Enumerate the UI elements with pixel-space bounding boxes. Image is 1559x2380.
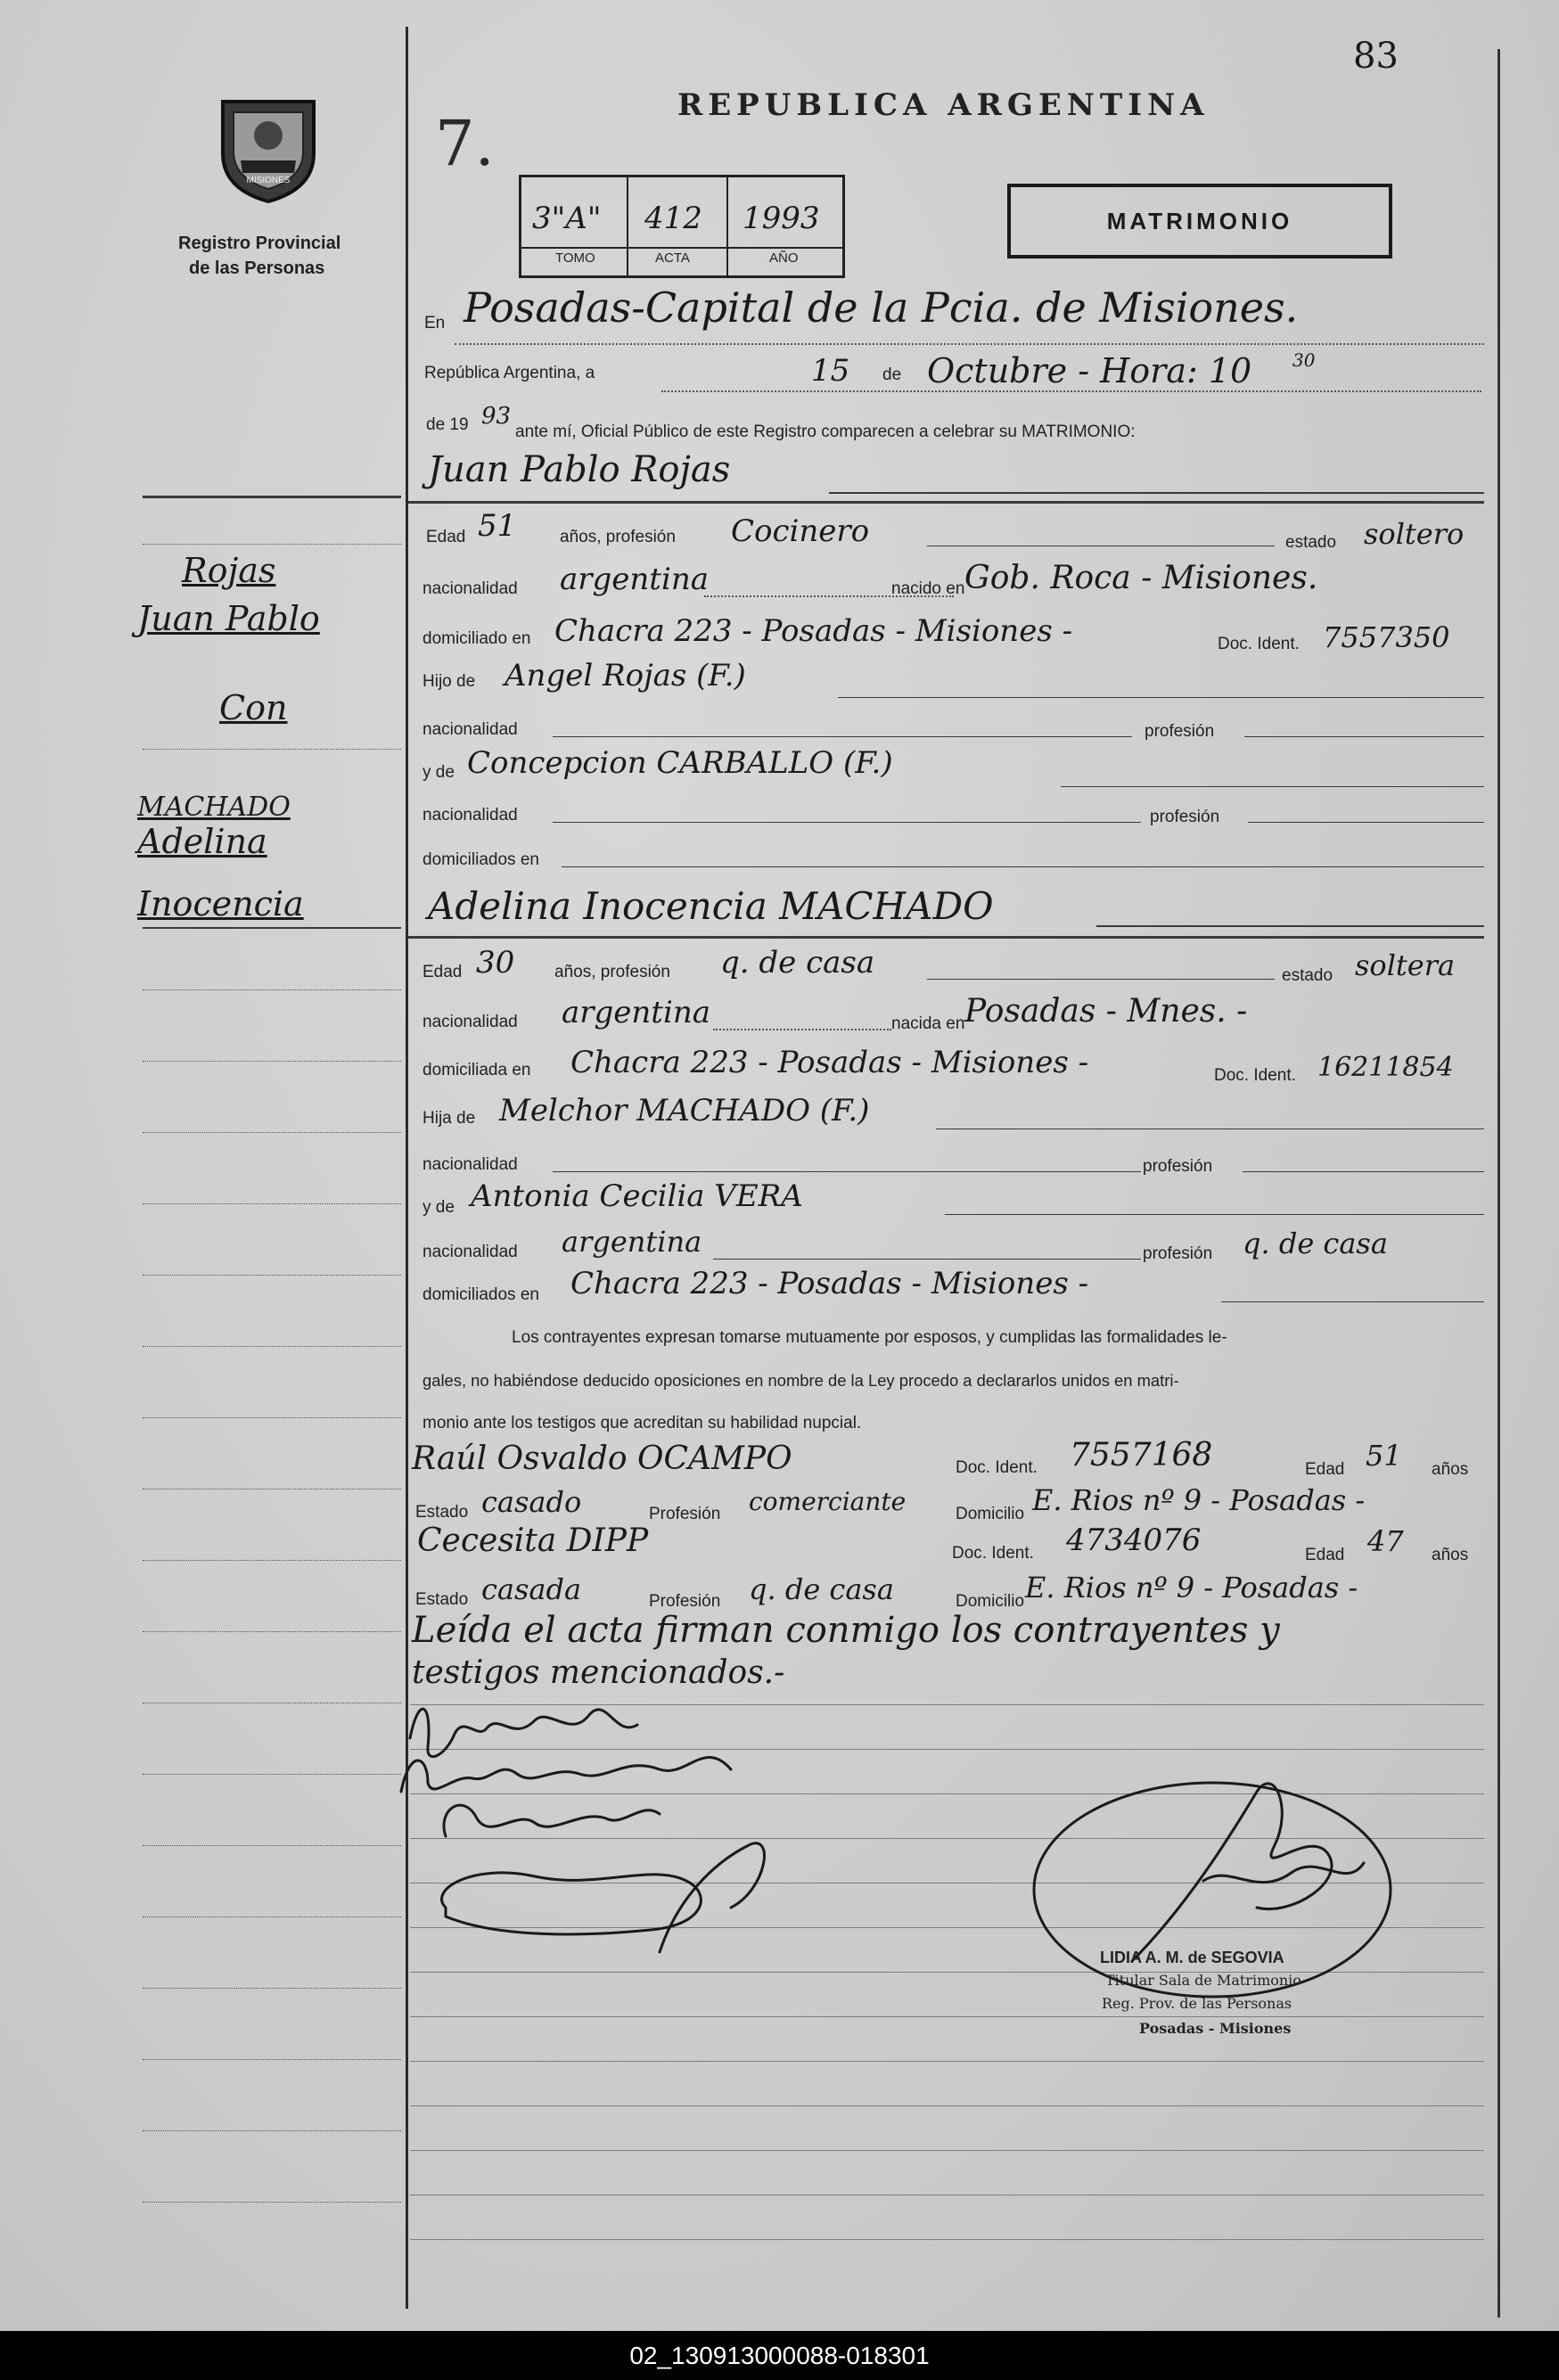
official-stamp-registry: Reg. Prov. de las Personas — [1102, 1995, 1292, 2012]
witness1-age: 51 — [1366, 1439, 1402, 1473]
bride-mother-nat-label: nacionalidad — [423, 1243, 518, 1261]
bride-age: 30 — [476, 945, 515, 981]
groom-father-nat-label: nacionalidad — [423, 720, 518, 739]
groom-father: Angel Rojas (F.) — [505, 658, 746, 693]
marriage-time-minutes: 30 — [1292, 349, 1316, 371]
country-heading: REPUBLICA ARGENTINA — [677, 87, 1210, 123]
closing-line2: testigos mencionados.- — [412, 1654, 785, 1691]
groom-birthplace: Gob. Roca - Misiones. — [964, 560, 1318, 596]
acta-value: 412 — [644, 201, 702, 236]
declaration-line1: Los contrayentes expresan tomarse mutuamente por esposos, y cumplidas las formalidades le- — [512, 1328, 1227, 1347]
witness2-estado-label: Estado — [415, 1590, 469, 1609]
groom-estado: soltero — [1364, 517, 1465, 551]
groom-y-de-label: y de — [423, 763, 455, 782]
groom-profession: Cocinero — [731, 513, 870, 549]
margin-note-4: MACHADO — [137, 792, 291, 823]
year-prefix: de 19 — [426, 415, 469, 434]
page-number: 83 — [1353, 36, 1399, 77]
anio-label: AÑO — [769, 250, 799, 266]
groom-mother-nat-label: nacionalidad — [423, 806, 518, 825]
witness2-address: E. Rios nº 9 - Posadas - — [1025, 1571, 1358, 1604]
witness1-anos-label: años — [1432, 1460, 1469, 1479]
groom-age: 51 — [478, 508, 517, 544]
marriage-place: Posadas-Capital de la Pcia. de Misiones. — [464, 283, 1299, 332]
witness1-name: Raúl Osvaldo OCAMPO — [412, 1440, 792, 1477]
de-label: de — [882, 365, 902, 384]
bride-nacionalidad-label: nacionalidad — [423, 1013, 518, 1031]
margin-note-2: Juan Pablo — [137, 599, 320, 638]
svg-text:MISIONES: MISIONES — [246, 176, 291, 185]
groom-mother: Concepcion CARBALLO (F.) — [467, 745, 893, 781]
bride-name: Adelina Inocencia MACHADO — [428, 884, 994, 928]
witness1-doc: 7557168 — [1070, 1437, 1213, 1473]
bride-mother-profession: q. de casa — [1243, 1227, 1388, 1260]
record-box — [519, 175, 845, 278]
registry-seal-logo — [214, 91, 323, 205]
witness2-doc: 4734076 — [1066, 1522, 1202, 1558]
groom-mother-prof-label: profesión — [1150, 808, 1220, 826]
registry-line1: Registro Provincial — [178, 234, 341, 253]
groom-hijo-label: Hijo de — [423, 672, 476, 691]
witness2-edad-label: Edad — [1305, 1546, 1345, 1564]
witness1-estado-label: Estado — [415, 1503, 469, 1522]
bride-profesion-label: años, profesión — [554, 963, 670, 981]
marriage-month-time: Octubre - Hora: 10 — [927, 351, 1252, 390]
witness1-doc-label: Doc. Ident. — [956, 1458, 1038, 1477]
bride-birthplace: Posadas - Mnes. - — [964, 993, 1248, 1030]
bride-address: Chacra 223 - Posadas - Misiones - — [570, 1045, 1089, 1080]
bride-doc-label: Doc. Ident. — [1214, 1066, 1296, 1085]
margin-note-3: Con — [219, 688, 288, 727]
bride-father-nat-label: nacionalidad — [423, 1155, 518, 1174]
bride-y-de-label: y de — [423, 1198, 455, 1217]
bride-mother: Antonia Cecilia VERA — [471, 1178, 803, 1214]
groom-profesion-label: años, profesión — [560, 528, 676, 546]
official-stamp-title: Titular Sala de Matrimonio — [1105, 1972, 1301, 1989]
page-right-border — [1497, 49, 1500, 2318]
groom-address: Chacra 223 - Posadas - Misiones - — [554, 613, 1073, 649]
signatures-graphic — [392, 1685, 963, 1979]
bride-domicilio-label: domiciliada en — [423, 1061, 531, 1079]
tomo-value: 3"A" — [532, 201, 602, 236]
bride-parents-address: Chacra 223 - Posadas - Misiones - — [570, 1266, 1089, 1301]
witness1-edad-label: Edad — [1305, 1460, 1345, 1479]
intro-statement: ante mí, Oficial Público de este Registro comparecen a celebrar su MATRIMONIO: — [515, 423, 1136, 441]
witness2-anos-label: años — [1432, 1546, 1469, 1564]
year-suffix: 93 — [481, 403, 512, 430]
witness2-profesion-label: Profesión — [649, 1592, 721, 1611]
bride-edad-label: Edad — [423, 963, 463, 981]
document-type: MATRIMONIO — [1106, 208, 1293, 234]
groom-nationality: argentina — [560, 562, 710, 597]
acta-label: ACTA — [655, 250, 690, 266]
closing-line1: Leída el acta firman conmigo los contrayentes y — [412, 1610, 1280, 1651]
witness2-age: 47 — [1367, 1524, 1404, 1558]
bride-estado-label: estado — [1282, 966, 1333, 985]
witness2-estado: casada — [481, 1572, 582, 1606]
groom-edad-label: Edad — [426, 528, 466, 546]
groom-nacionalidad-label: nacionalidad — [423, 579, 518, 598]
scan-footer: 02_130913000088-018301 — [0, 2331, 1559, 2380]
document-type-box — [1007, 184, 1392, 259]
bride-mother-nationality: argentina — [562, 1225, 702, 1259]
bride-profession: q. de casa — [720, 945, 875, 981]
groom-doc: 7557350 — [1323, 620, 1450, 654]
witness1-profesion-label: Profesión — [649, 1505, 721, 1523]
anio-value: 1993 — [743, 201, 820, 236]
margin-note-6: Inocencia — [137, 884, 304, 923]
witness1-address: E. Rios nº 9 - Posadas - — [1032, 1483, 1366, 1517]
witness2-domicilio-label: Domicilio — [956, 1592, 1025, 1611]
bride-domiciliados-label: domiciliados en — [423, 1285, 539, 1304]
en-label: En — [424, 314, 446, 332]
bride-doc: 16211854 — [1317, 1052, 1454, 1083]
bride-hija-label: Hija de — [423, 1109, 476, 1128]
witness1-profession: comerciante — [749, 1487, 907, 1516]
margin-note-1: Rojas — [182, 551, 276, 590]
witness1-estado: casado — [481, 1485, 582, 1519]
bride-nacida-label: nacida en — [891, 1014, 965, 1033]
groom-father-prof-label: profesión — [1145, 722, 1215, 741]
groom-name: Juan Pablo Rojas — [428, 449, 731, 490]
groom-doc-label: Doc. Ident. — [1218, 635, 1300, 653]
groom-domicilio-label: domiciliado en — [423, 629, 531, 648]
witness1-domicilio-label: Domicilio — [956, 1505, 1025, 1523]
republic-label: República Argentina, a — [424, 364, 595, 382]
groom-estado-label: estado — [1285, 533, 1337, 552]
official-stamp-name: LIDIA A. M. de SEGOVIA — [1100, 1949, 1284, 1966]
witness2-doc-label: Doc. Ident. — [952, 1544, 1034, 1563]
tomo-label: TOMO — [555, 250, 595, 266]
registry-line2: de las Personas — [189, 259, 325, 278]
margin-note-5: Adelina — [137, 822, 267, 861]
bride-mother-prof-label: profesión — [1143, 1244, 1213, 1263]
marriage-day: 15 — [811, 353, 850, 389]
declaration-line3: monio ante los testigos que acreditan su habilidad nupcial. — [423, 1414, 862, 1432]
groom-nacido-label: nacido en — [891, 579, 965, 598]
bride-estado: soltera — [1355, 948, 1456, 982]
groom-domiciliados-label: domiciliados en — [423, 850, 539, 869]
declaration-line2: gales, no habiéndose deducido oposiciones en nombre de la Ley procedo a declararlos unidos en matri- — [423, 1371, 1179, 1390]
bride-father-prof-label: profesión — [1143, 1157, 1213, 1176]
corner-mark: 7. — [435, 107, 495, 180]
witness2-name: Cecesita DIPP — [417, 1522, 649, 1559]
official-stamp-location: Posadas - Misiones — [1139, 2020, 1292, 2037]
bride-father: Melchor MACHADO (F.) — [499, 1093, 870, 1128]
witness2-profession: q. de casa — [749, 1572, 894, 1606]
bride-nationality: argentina — [562, 995, 711, 1030]
